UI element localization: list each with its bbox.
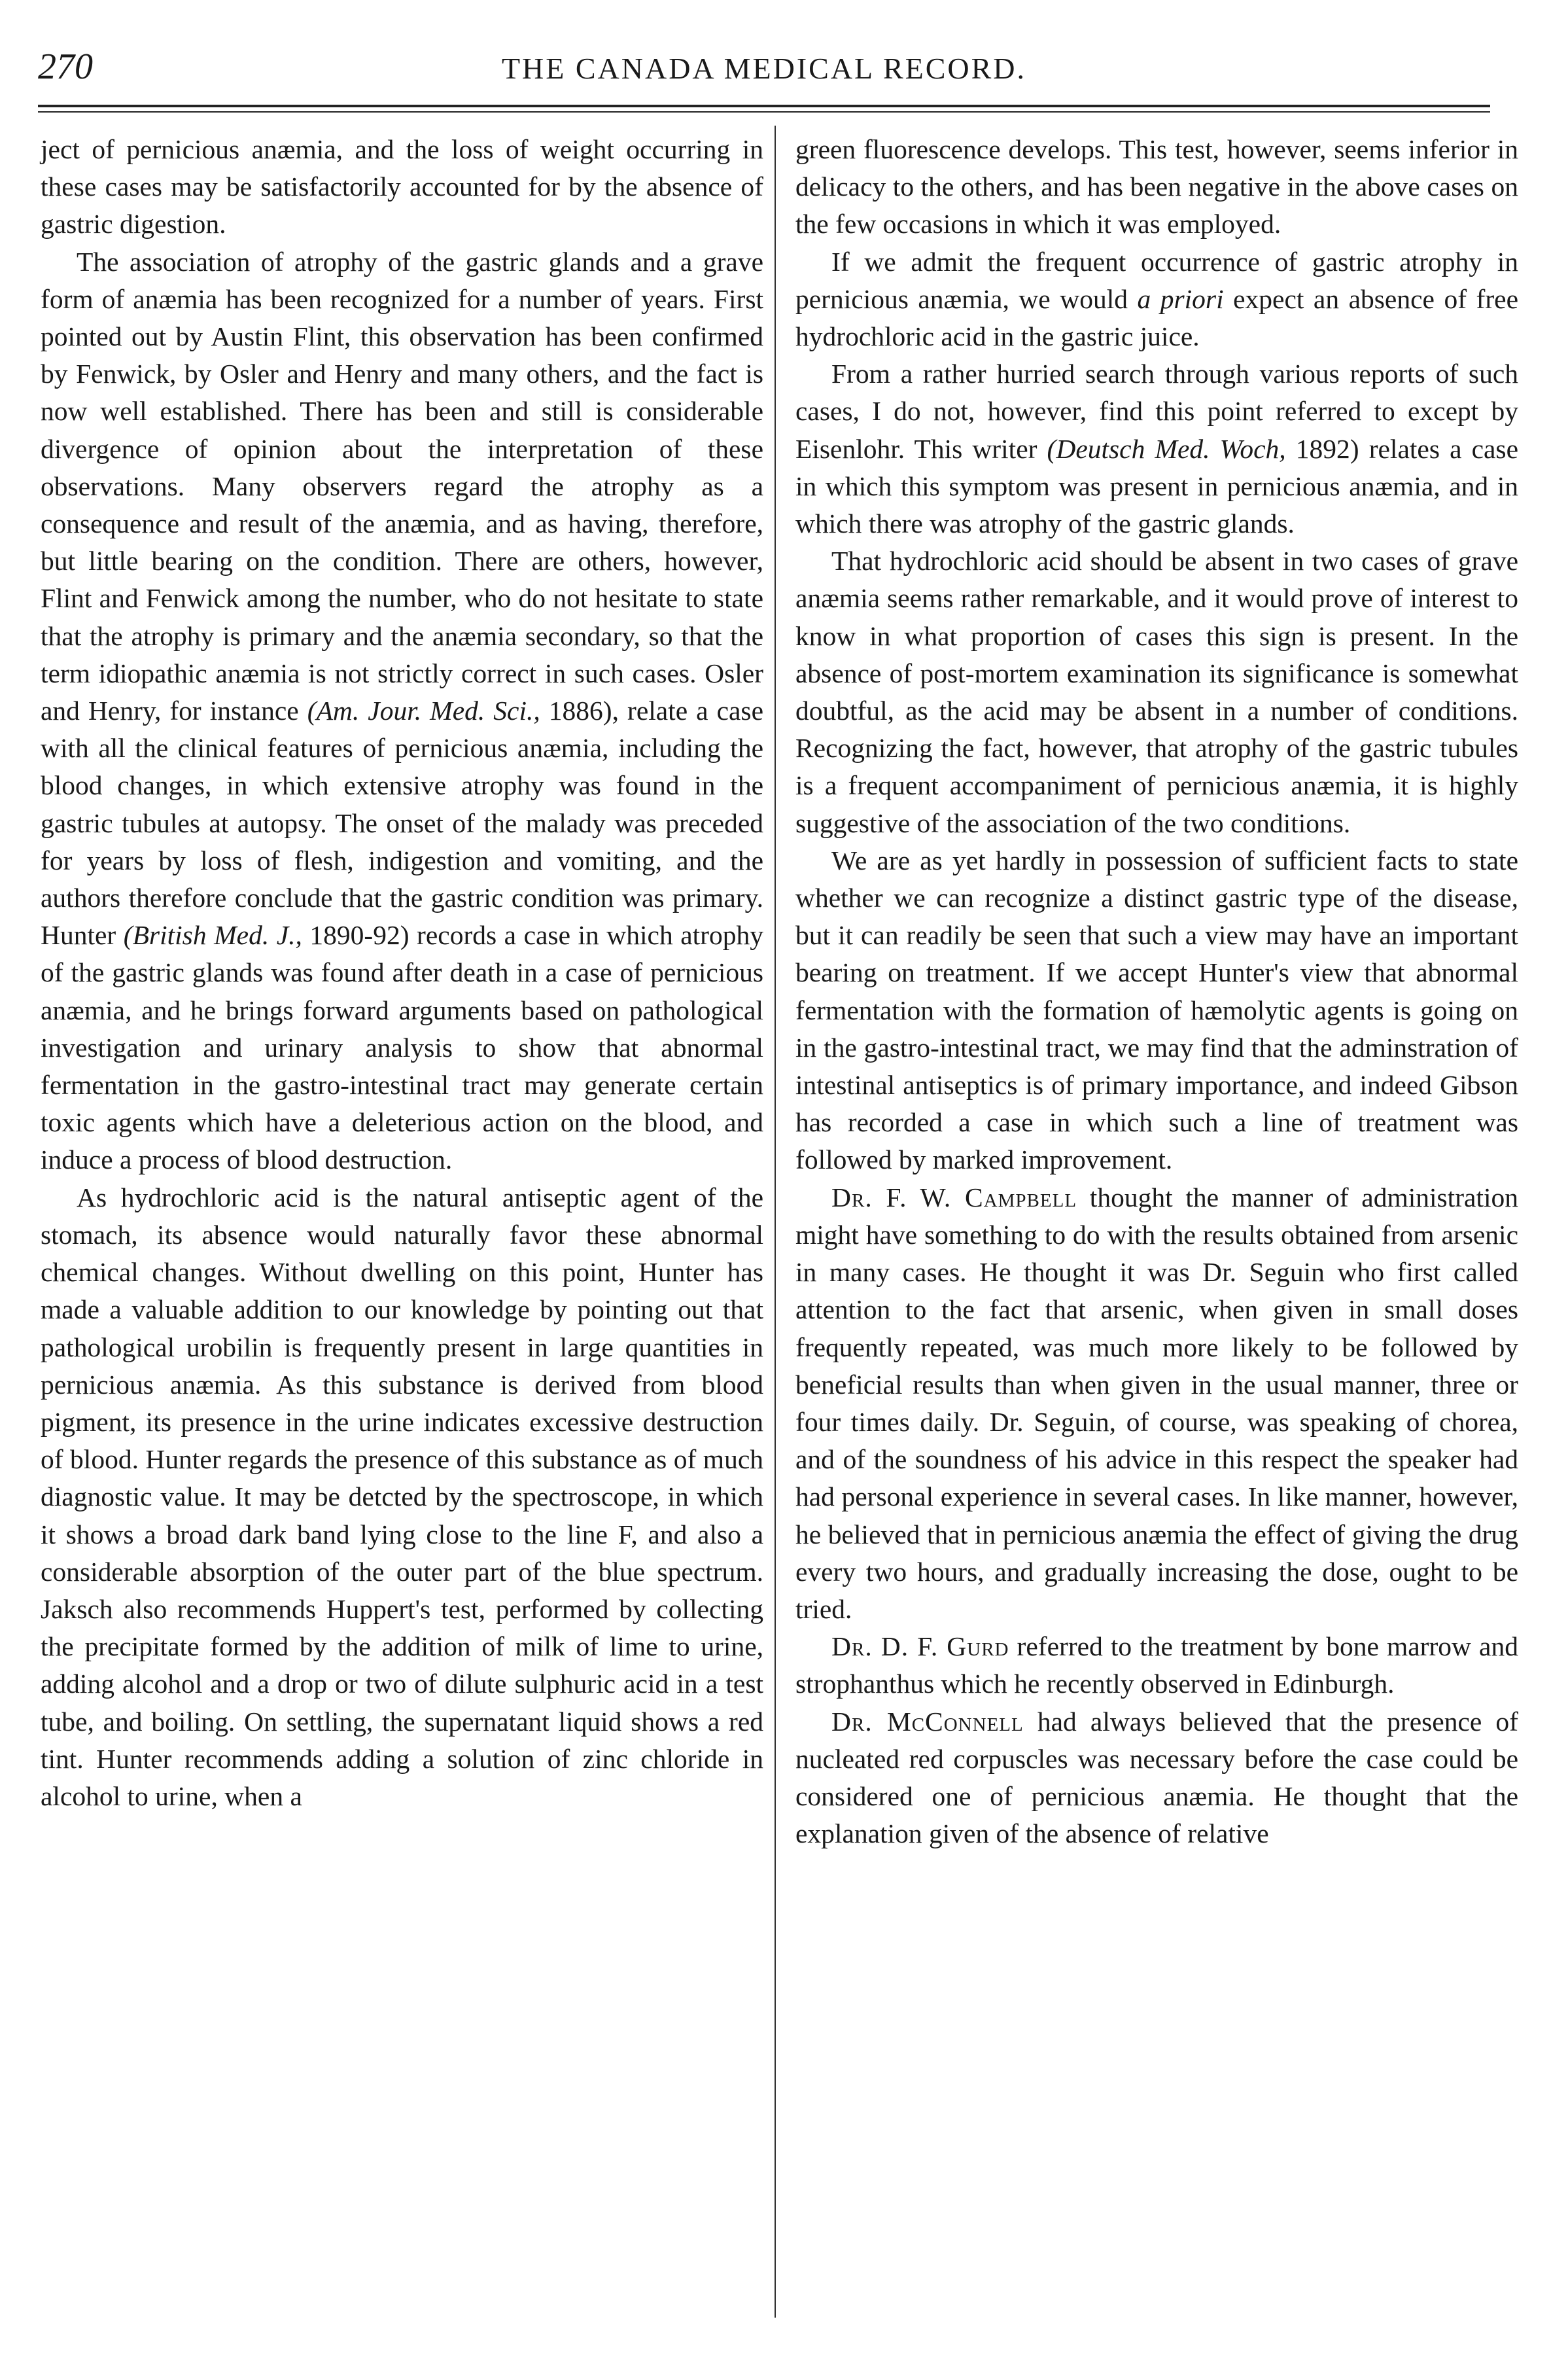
column-divider (775, 126, 776, 2318)
paragraph: We are as yet hardly in possession of sufficient facts to state whether we can recognize a distinct gastric type of the disease, but it can readily be seen that such a view may have an important bearing on treatment. If we accept Hunter's view that abnormal fermentation with the formation of hæmolytic agents is going on in the gastro-intestinal tract, we may find that the adminstration of intestinal antiseptics is of primary importance, and indeed Gibson has recorded a case in which such a line of treatment was followed by marked improvement. (795, 845, 1518, 1175)
header-rule-thin (38, 111, 1490, 113)
citation: (Deutsch Med. Woch, (1047, 433, 1286, 464)
paragraph: The association of atrophy of the gastric glands and a grave form of anæmia has been recognized for a number of years. First pointed out by Austin Flint, this observation has been confirmed by Fenwick, by Osler and Henry and many others, and the fact is now well established. There has been and still is considerable divergence of opinion about the interpretation of these observations. Many observers regard the atrophy as a consequence and result of the anæmia, and as having, therefore, but little bearing on the condition. There are others, however, Flint and Fenwick among the number, who do not hesitate to state that the atrophy is primary and the anæmia secondary, so that the term idiopathic anæmia is not strictly correct in such cases. Osler and Henry, for instance (Am. Jour. Med. Sci., 1886), relate a case with all the clinical features of pernicious anæmia, including the blood changes, in which extensive atrophy was found in the gastric tubules at autopsy. The onset of the malady was preceded for years by loss of flesh, indigestion and vomiting, and the authors therefore conclude that the gastric condition was primary. Hunter (British Med. J., 1890-92) records a case in which atrophy of the gastric glands was found after death in a case of pernicious anæmia, and he brings forward arguments based on pathological investigation and urinary analysis to show that abnormal fermentation in the gastro-intestinal tract may generate certain toxic agents which have a deleterious action on the blood, and induce a process of blood destruction. (41, 246, 764, 1175)
running-title: THE CANADA MEDICAL RECORD. (501, 52, 1027, 85)
citation: (British Med. J., (123, 920, 302, 951)
paragraph: Dr. McConnell had always believed that the presence of nucleated red corpuscles was necessary before the case could be considered one of pernicious anæmia. He thought that the explanation given of the absence of relative (795, 1706, 1518, 1849)
speaker-name: Dr. F. W. Campbell (831, 1182, 1077, 1212)
page-number: 270 (38, 46, 93, 87)
paragraph: That hydrochloric acid should be absent in two cases of grave anæmia seems rather remarkable, and it would prove of interest to know in what proportion of cases this sign is present. In the absence of post-mortem examination its significance is somewhat doubtful, as the acid may be absent in a number of conditions. Recognizing the fact, however, that atrophy of the gastric tubules is a frequent accompaniment of pernicious anæmia, it is highly suggestive of the association of the two conditions. (795, 546, 1518, 838)
emphasis: a priori (1137, 283, 1224, 314)
header-rule (38, 105, 1490, 107)
paragraph: If we admit the frequent occurrence of gastric atrophy in pernicious anæmia, we would a priori expect an absence of free hydrochloric acid in the gastric juice. (795, 246, 1519, 352)
paragraph: From a rather hurried search through various reports of such cases, I do not, however, find this point referred to except by Eisenlohr. This writer (Deutsch Med. Woch, 1892) relates a case in which this symptom was present in pernicious anæmia, and in which there was atrophy of the gastric glands. (795, 359, 1518, 539)
page-header (38, 46, 1490, 111)
paragraph: Dr. D. F. Gurd referred to the treatment by bone marrow and strophanthus which he recently observed in Edinburgh. (795, 1631, 1518, 1699)
paragraph: green fluorescence develops. This test, however, seems inferior in delicacy to the others, and has been negative in the above cases on the few occasions in which it was employed. (795, 134, 1518, 239)
right-column (795, 131, 1518, 1852)
speaker-name: Dr. McConnell (831, 1706, 1024, 1737)
paragraph: Dr. F. W. Campbell thought the manner of administration might have something to do with the results obtained from arsenic in many cases. He thought it was Dr. Seguin who first called attention to the fact that arsenic, when given in small doses frequently repeated, was much more likely to be followed by beneficial results than when given in the usual manner, three or four times daily. Dr. Seguin, of course, was speaking of chorea, and of the soundness of his advice in this respect the speaker had had personal experience in several cases. In like manner, however, he believed that in pernicious anæmia the effect of giving the drug every two hours, and gradually increasing the dose, ought to be tried. (795, 1182, 1519, 1624)
left-column (41, 131, 763, 1815)
citation: (Am. Jour. Med. Sci., (307, 696, 540, 726)
paragraph: ject of pernicious anæmia, and the loss of weight occurring in these cases may be satisfactorily accounted for by the absence of gastric digestion. (41, 134, 763, 239)
paragraph: As hydrochloric acid is the natural antiseptic agent of the stomach, its absence would naturally favor these abnormal chemical changes. Without dwelling on this point, Hunter has made a valuable addition to our knowledge by pointing out that pathological urobilin is frequently present in large quantities in pernicious anæmia. As this substance is derived from blood pigment, its presence in the urine indicates excessive destruction of blood. Hunter regards the presence of this substance as of much diagnostic value. It may be detcted by the spectroscope, in which it shows a broad dark band lying close to the line F, and also a considerable absorption of the outer part of the blue spectrum. Jaksch also recommends Huppert's test, performed by collecting the precipitate formed by the addition of milk of lime to urine, adding alcohol and a drop or two of dilute sulphuric acid in a test tube, and boiling. On settling, the supernatant liquid shows a red tint. Hunter recommends adding a solution of zinc chloride in alcohol to urine, when a (41, 1182, 763, 1811)
speaker-name: Dr. D. F. Gurd (831, 1631, 1009, 1662)
